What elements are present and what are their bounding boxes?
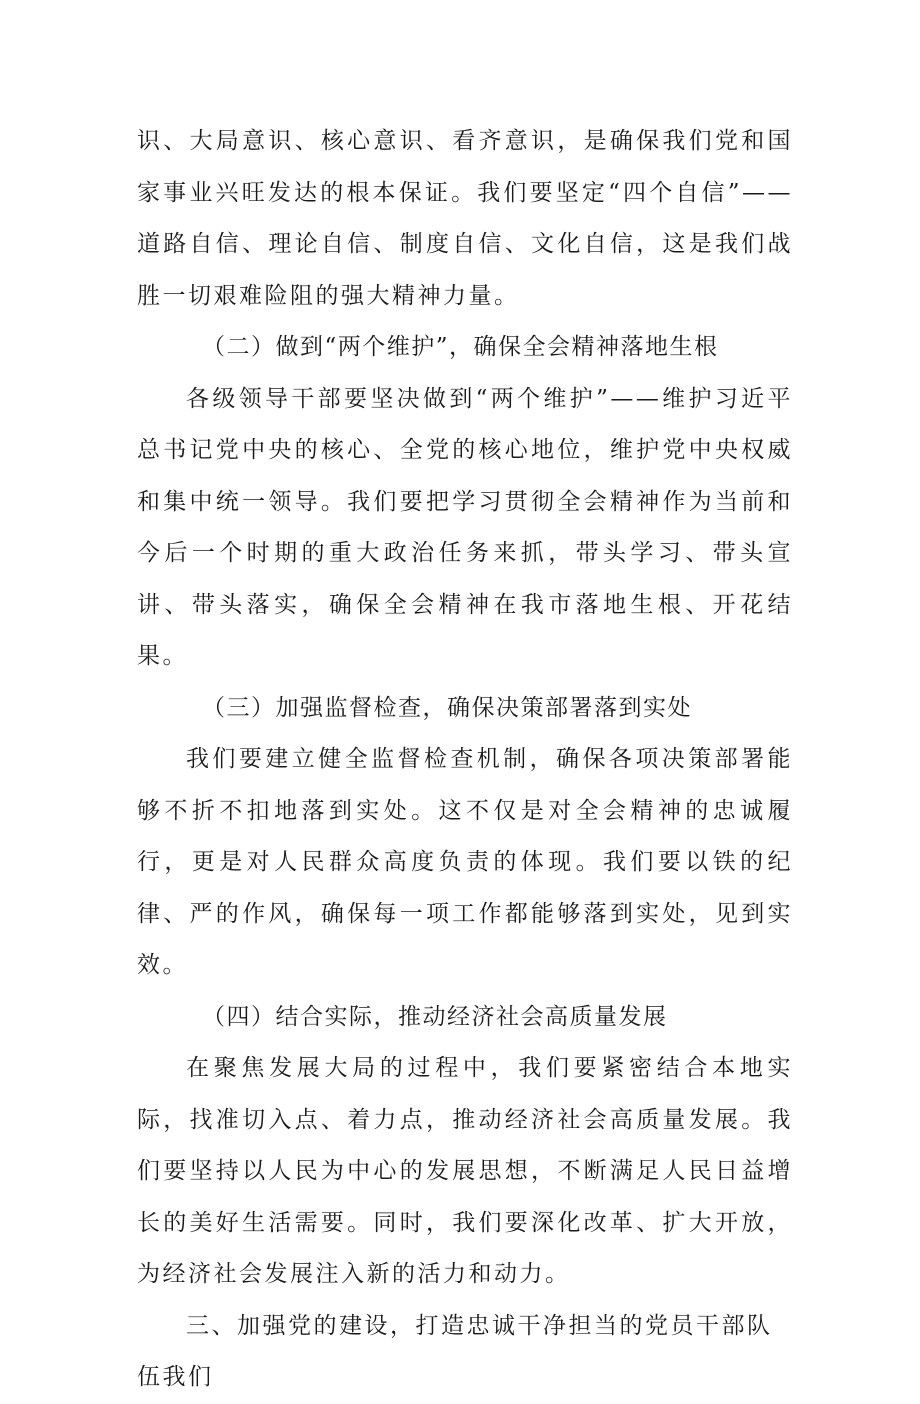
subheading-development: （四）结合实际，推动经济社会高质量发展 [202,1003,668,1030]
subheading-two-safeguards: （二）做到“两个维护”，确保全会精神落地生根 [202,334,719,360]
paragraph-supervision: 我们要建立健全监督检查机制，确保各项决策部署能够不折不扣地落到实处。这不仅是对全会精神的忠诚履行，更是对人民群众高度负责的体现。我们要以铁的纪律、严的作风，确保每一项工作都能够落到实处，见到实效。 [137,746,793,978]
paragraph-two-safeguards: 各级领导干部要坚决做到“两个维护”——维护习近平总书记党中央的核心、全党的核心地位，维护党中央权威和集中统一领导。我们要把学习贯彻全会精神作为当前和今后一个时期的重大政治任务来抓，带头学习、带头宣讲、带头落实，确保全会精神在我市落地生根、开花结果。 [137,385,793,669]
paragraph-continued: 识、大局意识、核心意识、看齐意识，是确保我们党和国家事业兴旺发达的根本保证。我们要坚定“四个自信”——道路自信、理论自信、制度自信、文化自信，这是我们战胜一切艰难险阻的强大精神力量。 [137,128,793,309]
subheading-supervision: （三）加强监督检查，确保决策部署落到实处 [202,694,692,721]
paragraph-development: 在聚焦发展大局的过程中，我们要紧密结合本地实际，找准切入点、着力点，推动经济社会高质量发展。我们要坚持以人民为中心的发展思想，不断满足人民日益增长的美好生活需要。同时，我们要深化改革、扩大开放，为经济社会发展注入新的活力和动力。 [137,1055,793,1287]
section-heading-party-building: 三、加强党的建设，打造忠诚干净担当的党员干部队伍我们 [137,1312,773,1390]
document-body [137,116,793,1404]
